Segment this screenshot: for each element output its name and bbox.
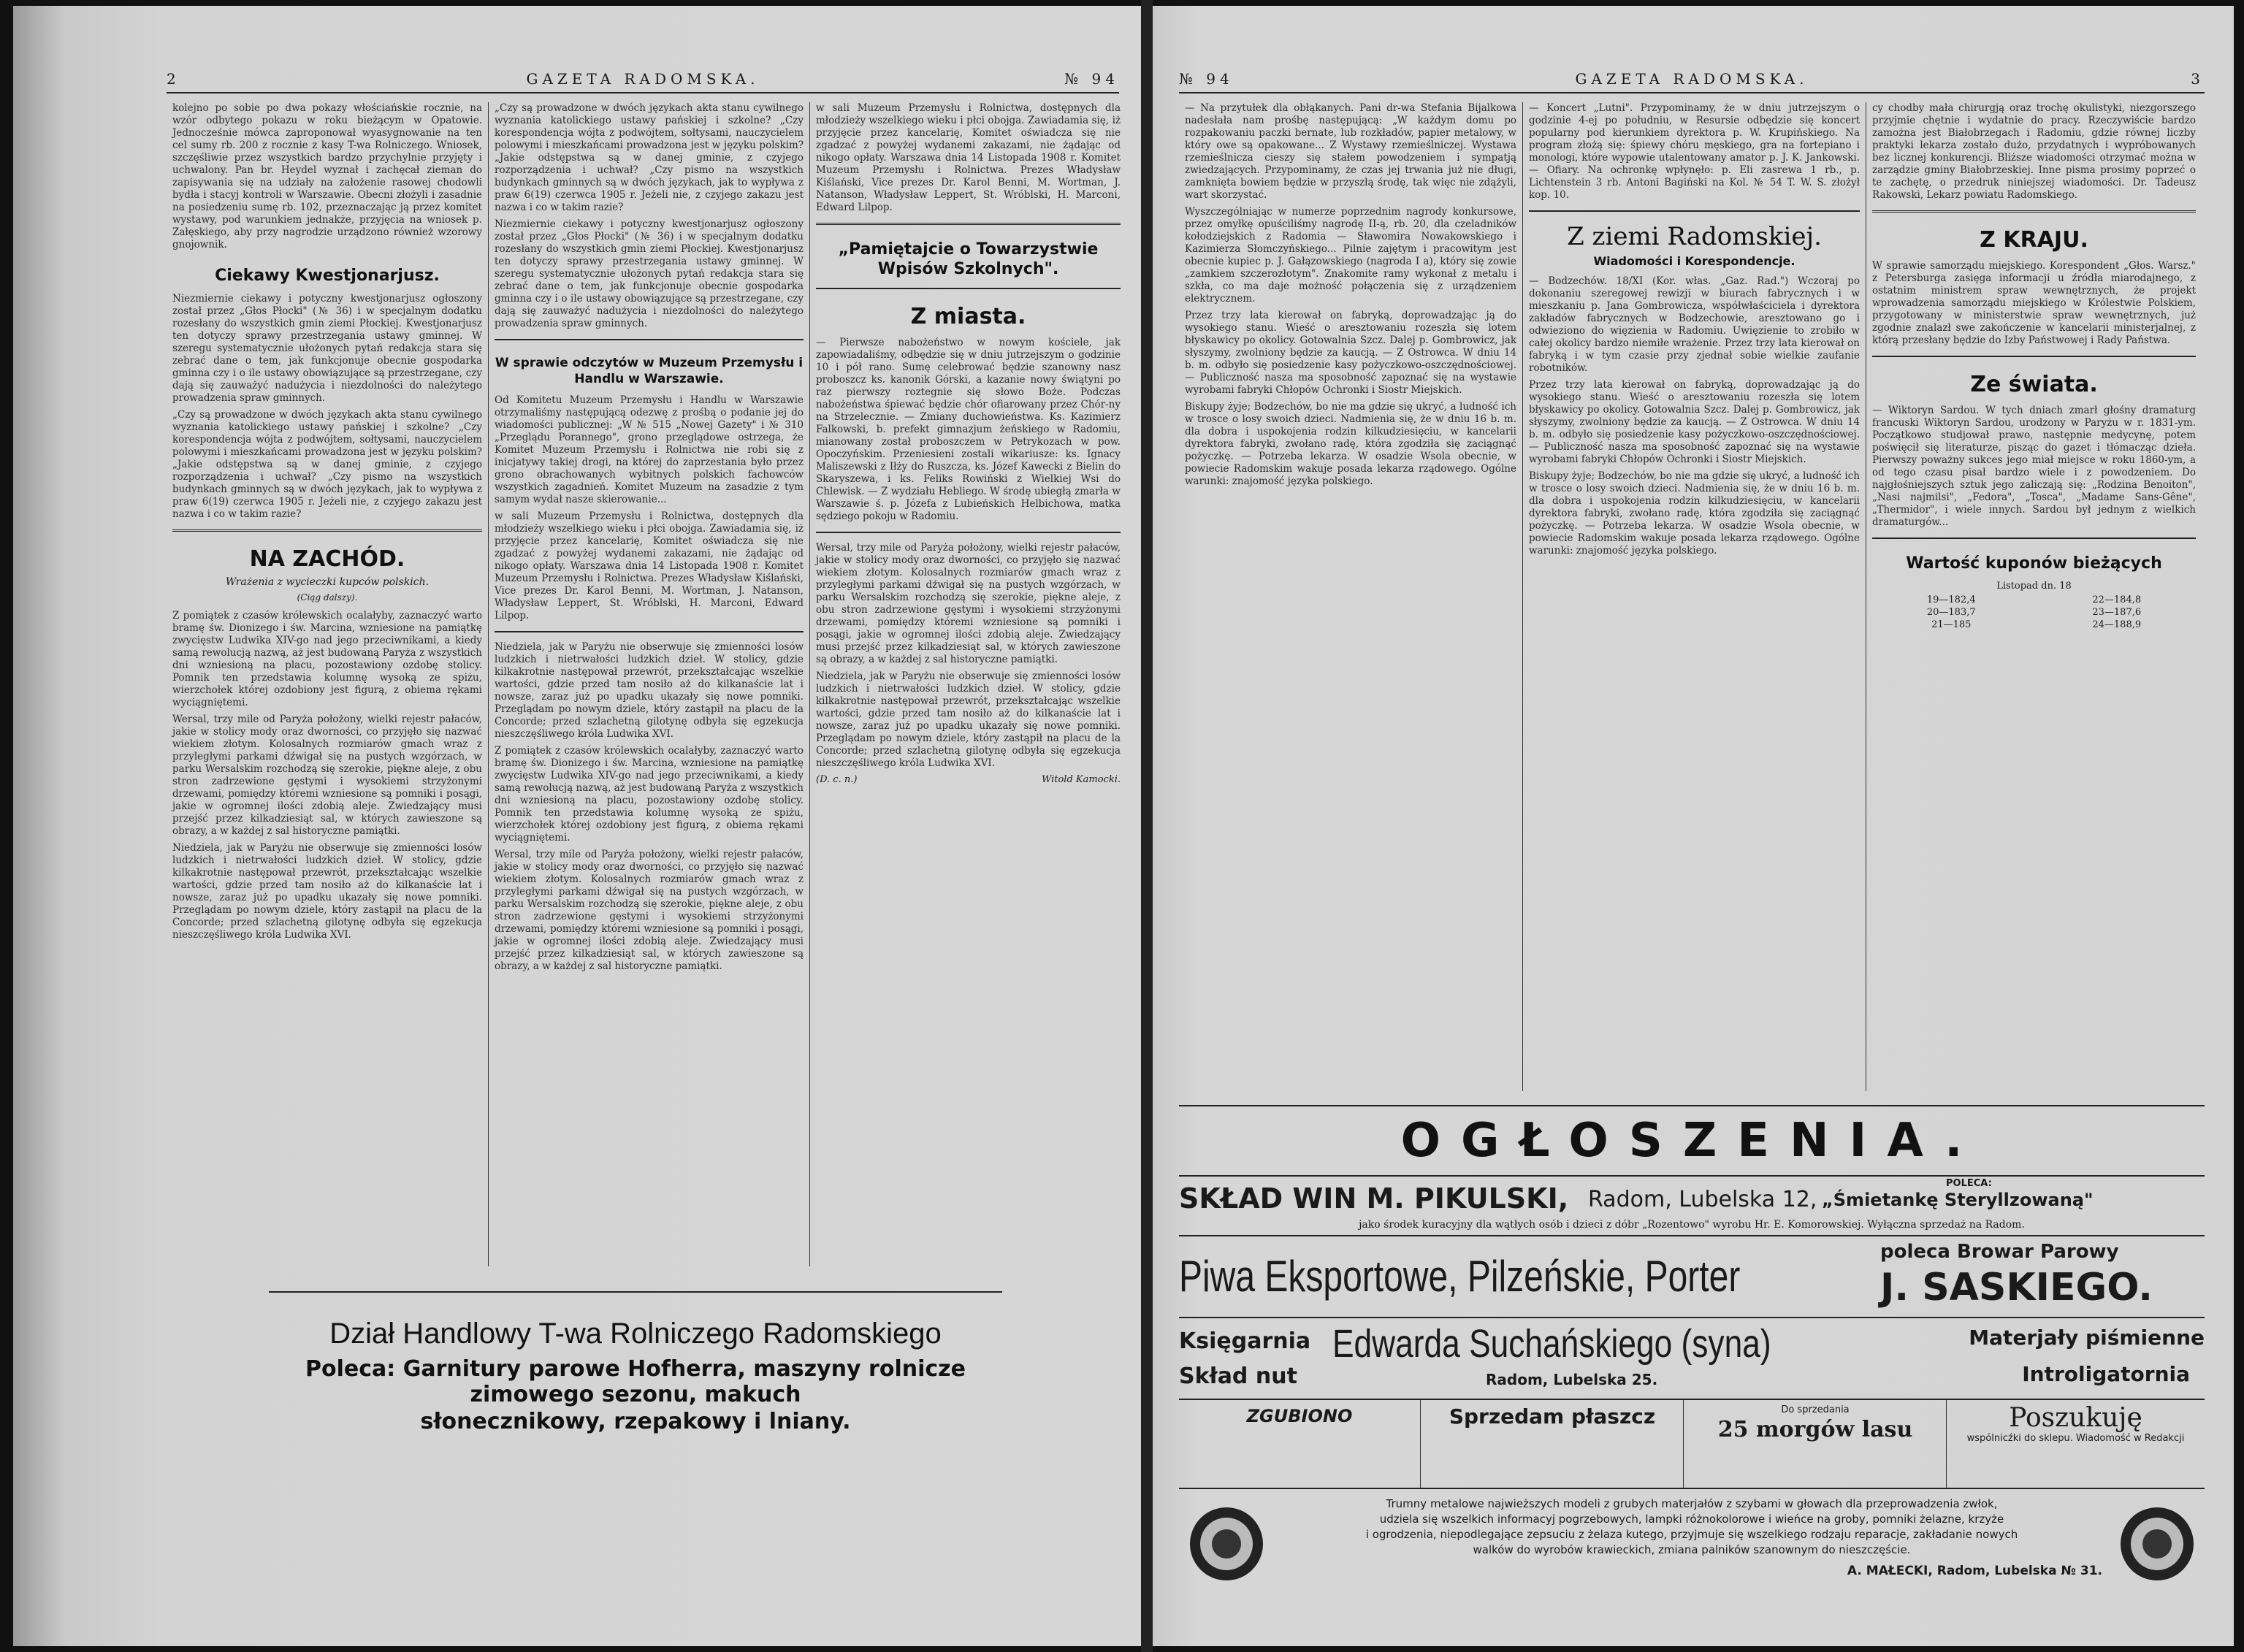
to-be-continued: (D. c. n.) (816, 774, 858, 785)
page-number: 2 (167, 70, 180, 88)
left-column-1 (167, 102, 488, 1266)
article-footer (816, 774, 1121, 785)
heading-na-zachod: NA ZACHÓD. (249, 546, 405, 572)
divider (816, 288, 1121, 289)
ad-small-row (1179, 1399, 2205, 1488)
malecki-line: walków do wyrobów krawieckich, zmiana palników szanownym do nieszczęście. (1473, 1543, 1911, 1556)
ad-title: Dział Handlowy T-wa Rolniczego Radomskiego (329, 1318, 942, 1350)
article-text: Wyszczególniając w numerze poprzednim nagrody konkursowe, przez omyłkę opuściliśmy nagrodę II-ą, rb. 20, dla czeladników kołodziejskich z Radomia — Sławomira Nowakowskiego i Kazimierza Słomczyńskiego... Pilnie zajętym i pracowitym jest obecnie kupiec p. J. Gałązowskiego (nagroda I a), który się zowie „zamkiem szczerozłotym". Znakomite ramy wykonał z metalu i szkła, co ma daje możność połączenia się z urządzeniem elektrycznem. (1185, 206, 1516, 305)
pikulski-slogan: „Śmietankę Steryllzowaną" (1822, 1190, 2094, 1210)
ads-section (1179, 1105, 2205, 1578)
heading-z-miasta: Z miasta. (910, 304, 1026, 329)
article-text: Biskupy żyje; Bodzechów, bo nie ma gdzie się ukryć, a ludność ich w trosce o losy swoich dzieci. Nadmienia się, że w dniu 16 b. m. dla dobra i uspokojenia rodzin kilkudziesięciu, w kancelarii dyrektora fabryki, zwołano radę, która zgodziła się zaciągnąć pożyczkę. — Potrzeba lekarza. W osadzie Wsola obecnie, w powiecie Radomskim wakuje posada lekarza rządowego. Ogólne warunki: znajomość języka polskiego. (1529, 470, 1860, 557)
ksiegarnia-label: Księgarnia (1179, 1328, 1311, 1354)
issue-number: № 94 (1064, 70, 1119, 88)
article-text: — Wiktoryn Sardou. W tych dniach zmarł głośny dramaturg francuski Wiktoryn Sardou, urodzony w Paryżu w r. 1831-ym. Początkowo studjował prawo, następnie medycynę, potem poświęcił się literaturze, pisząc do gazet i tłómacząc dzieła. Pierwszy poważny sukces jego miał miejsce w roku 1860-ym, a od tego czasu pisał bardzo wiele i z powodzeniem. Do najgłośniejszych sztuk jego zaliczają się: „Rodzina Benoiton", „Nasi najmilsi", „Fedora", „Tosca", „Madame Sans-Gêne", „Thermidor", i wiele innych. Sardou był jednym z wielkich dramaturgów... (1872, 405, 2196, 528)
materjaly-label: Materjały piśmienne (1969, 1326, 2205, 1350)
right-running-head (1179, 70, 2205, 93)
divider (495, 631, 804, 632)
kupony-cell: 19—182,4 (1926, 594, 1976, 605)
malecki-text (1281, 1496, 2102, 1579)
article-text: w sali Muzeum Przemysłu i Rolnictwa, dostępnych dla młodzieży wszelkiego wieku i płci obojga. Zawiadamia się, iż przyjęcie przez kancelarię, Komitet oświadcza się nie zgadzać z powyżej wydanemi zakazami, nie żądając od nikogo opłaty. Warszawa dnia 14 Listopada 1908 r. Komitet Muzeum Przemysłu i Rolnictwa. Prezes Władysław Kiślański, Vice prezes Dr. Karol Benni, M. Wortman, J. Natanson, Władysław Leppert, St. Wróblski, H. Marconi, Edward Lilpop. (495, 510, 804, 622)
ads-header: OGŁOSZENIA. (1400, 1114, 1983, 1168)
ad-zgubiono (1179, 1400, 1420, 1488)
malecki-line: i ogrodzenia, niepodlegające zepsuciu z żelaza kutego, przyjmuje się wszelkiego rodzaju reparacje, zakładanie nowych (1365, 1528, 2018, 1541)
pikulski-title: SKŁAD WIN M. PIKULSKI, (1179, 1182, 1569, 1215)
malecki-line: Trumny metalowe najwieższych modeli z grubych materjałów z szybami w głowach dla przeprowadzenia zwłok, (1386, 1497, 1998, 1510)
divider (495, 339, 804, 340)
pikulski-poleca: POLECA: (1946, 1178, 1992, 1189)
article-text: Z pomiątek z czasów królewskich ocalałyby, zaznaczyć warto bramę św. Dionizego i św. Marcina, wzniesione na pamiątkę zwycięstw Ludwika XIV-go nad jego przeciwnikami, a kiedy samą rewolucją nazwą, aż jest budowaną Paryża z wszystkich dni wzniesioną na placu, pozostawiony ozdobę stolicy. Pomnik ten przedstawia kolumnę wysoką ze spiżu, wierzchołek której ozdobiony jest figurą, z obiema rękami wyciągniętemi. (172, 610, 482, 708)
pikulski-address: Radom, Lubelska 12, (1588, 1187, 1817, 1212)
morgow-head: Do sprzedania (1781, 1404, 1850, 1415)
kupony-table (1872, 594, 2196, 630)
right-column-3 (1866, 102, 2202, 1091)
piwa-title: Piwa Eksportowe, Pilzeńskie, Porter (1179, 1252, 1741, 1301)
page-number: 3 (2191, 70, 2205, 88)
article-text: Przez trzy lata kierował on fabryką, doprowadzając ją do wysokiego stanu. Wieść o aresztowaniu rozeszła się lotem błyskawicy po okolicy. Gotowalnia Szcz. Dalej p. Gombrowicz, jak słyszymy, zwolniony będzie za kaucją. — Z Ostrowca. W dniu 14 b. m. odbyło się posiedzenie kasy pożyczkowo-oszczędnościowej. — Publiczność nasza ma sposobność zapoznać się na wystawie wyrobami fabryki Chłopów Ochronki i Siostr Miejskich. (1185, 310, 1516, 396)
browar-poleca: poleca Browar Parowy (1880, 1241, 2119, 1263)
ad-morgow (1683, 1400, 1947, 1488)
article-text: Od Komitetu Muzeum Przemysłu i Handlu w Warszawie otrzymaliśmy następującą odezwę z prośbą o podanie jej do wiadomości publicznej: „W № 515 „Nowej Gazety" i № 310 „Przeglądu Porannego", grono przeglądowe ostrzega, że Komitet Muzeum Przemysłu i Rolnictwa nie robi się z inicjatywy takiej drogi, na której do zaprzestania było przez grono obrachowanych wybitnych polskich fachowców wszystkich zagadnień. Komitet Muzeum na zasadzie z tym samym wydał nasze skierowanie... (495, 394, 804, 505)
left-page (13, 6, 1141, 1646)
article-text: Biskupy żyje; Bodzechów, bo nie ma gdzie się ukryć, a ludność ich w trosce o losy swoich dzieci. Nadmienia się, że w dniu 16 b. m. dla dobra i uspokojenia rodzin kilkudziesięciu, w kancelarii dyrektora fabryki, zwołano radę, która zgodziła się zaciągnąć pożyczkę. — Potrzeba lekarza. W osadzie Wsola obecnie, w powiecie Radomskim wakuje posada lekarza rządowego. Ogólne warunki: znajomość języka polskiego. (1185, 401, 1516, 487)
ad-plaszcz (1420, 1400, 1684, 1488)
issue-number: № 94 (1179, 70, 1234, 88)
ad-malecki (1179, 1488, 2205, 1613)
article-text: Niezmiernie ciekawy i potyczny kwestjonarjusz ogłoszony został przez „Głos Płocki" (№ 36) i w specjalnym dodatku rozesłany do wszystkich gmin ziemi Płockiej. Kwestjonarjusz ten dotyczy sprawy przestrzegania ustawy gminnej. W szeregu systematycznie ułożonych pytań redakcja stara się zebrać dane o tem, jak funkcjonuje obecnie gospodarka gminna czy i o ile ustawy obowiązujące są przestrzegane, czy dają się zauważyć nadużycia i niezdolności do należytego prowadzenia spraw gminnych. (495, 218, 804, 329)
article-text: kolejno po sobie po dwa pokazy włościańskie rocznie, na wzór odbytego pokazu w roku bieżącym w Opatowie. Jednocześnie mówca zaproponował wyasygnowanie na ten cel sumy rb. 200 z rocznie z kasy T-wa Rolniczego. Wniosek, szczęśliwie przez wszystkich bardzo przychylnie przyjęty i uchwalony. Pan br. Heydel wyznał i zachęcał zieman do zapisywania się na udziały na założenie rasowej chodowli bydła i stacyj kontroli w Warszawie. Obecni złożyli i zasadnie na posiedzeniu sumę rb. 102, przeznaczając ją przez komitet wystawy, pod warunkiem jednakże, przyjęcia na wniosek p. Załęskiego, aby przy nagrodzie urządzono również wzorowy gnojownik. (172, 102, 482, 251)
malecki-signature: A. MAŁECKI, Radom, Lubelska № 31. (1847, 1564, 2102, 1578)
morgow-title: 25 morgów lasu (1717, 1417, 1913, 1442)
kupony-cell: 21—185 (1931, 619, 1972, 630)
author-signature: Witold Kamocki. (1041, 774, 1121, 785)
subheading-na-zachod: Wrażenia z wycieczki kupców polskich. (225, 576, 430, 588)
divider (1872, 210, 2196, 213)
plaszcz-title: Sprzedam płaszcz (1449, 1404, 1656, 1429)
kupony-cell: 20—183,7 (1926, 607, 1976, 618)
article-text: — Pierwsze nabożeństwo w nowym kościele, jak zapowiadaliśmy, odbędzie się w dniu jutrzejszym o godzinie 10 i pół rano. Sumę celebrować będzie szanowny nasz proboszcz ks. kanonik Górski, a kazanie nowy świątyni po raz pierwszy roztegnie się słowo Boże. Podczas nabożeństwa śpiewać będzie chór ofiarowany przez Chór-ny na Strzelecznie. — Zmiany duchowieństwa. Ks. Kazimierz Falkowski, b. prefekt gimnazjum żeńskiego w Radomiu, mianowany został proboszczem w Petrykozach w pow. Opoczyńskim. Przeniesieni zostali wikariusze: ks. Ignacy Maliszewski z Iłży do Ruszcza, ks. Józef Kawecki z Bielin do Skaryszewa, i ks. Feliks Rowiński z Wielkiej Wsi do Chlewisk. — Z wydziału Hebliego. W środę ubiegłą zmarła w Warszawie ś. p. Józefa z Lubieńskich Helbichowa, matka sędziego pokoju w Radomiu. (816, 337, 1121, 522)
pikulski-line: jako środek kuracyjny dla wątłych osób i dzieci z dóbr „Rozentowo" wyrobu Hr. E. Komorowskiej. Wyłączna sprzedaż na Radom. (1359, 1219, 2025, 1231)
suchanski-title: Edwarda Suchańskiego (syna) (1332, 1322, 1771, 1366)
ad-tow-rolniczy (269, 1291, 1002, 1446)
continuation-note: (Ciąg dalszy). (297, 592, 358, 603)
heading-z-ziemi: Z ziemi Radomskiej. (1567, 222, 1822, 251)
heading-kwestjonarjusz: Ciekawy Kwestjonarjusz. (215, 267, 440, 285)
poszukuje-title: Poszukuję (2009, 1403, 2142, 1433)
heading-ze-swiata: Ze świata. (1970, 372, 2098, 397)
ad-poszukuje (1946, 1400, 2205, 1488)
article-text: Z pomiątek z czasów królewskich ocalałyby, zaznaczyć warto bramę św. Dionizego i św. Marcina, wzniesione na pamiątkę zwycięstw Ludwika XIV-go nad jego przeciwnikami, a kiedy samą rewolucją nazwą, aż jest budowaną Paryża z wszystkich dni wzniesioną na placu, pozostawiony ozdobę stolicy. Pomnik ten przedstawia kolumnę wysoką ze spiżu, wierzchołek której ozdobiony jest figurą, z obiema rękami wyciągniętemi. (495, 745, 804, 844)
left-columns (167, 102, 1119, 1266)
divider (1872, 538, 2196, 539)
ad-suchanski (1179, 1317, 2205, 1399)
subheading-z-ziemi: Wiadomości i Korespondencje. (1593, 254, 1795, 268)
suchanski-address: Radom, Lubelska 25. (1486, 1371, 1658, 1388)
right-columns (1179, 102, 2205, 1091)
article-text: cy chodby mała chirurgją oraz trochę okulistyki, niezgorszego przyjmie chętnie i wydatnie do pracy. Rzeczywiście bardzo zamożna jest Białobrzegach i Radomiu, gdzie równej liczby praktyki lekarza zostało dużo, przydatnych i wypróbowanych bez licznej konkurencji. Bliższe wiadomości otrzymać można w zarządzie gminy Białobrzeskiej. Inne pisma prosimy poprzeć o te zachętę, o przedruk niniejszej wiadomości. Dr. Tadeusz Rakowski, Lekarz powiatu Radomskiego. (1872, 102, 2196, 201)
article-text: Niezmiernie ciekawy i potyczny kwestjonarjusz ogłoszony został przez „Głos Płocki" (№ 36) i w specjalnym dodatku rozesłany do wszystkich gmin ziemi Płockiej. Kwestjonarjusz ten dotyczy sprawy przestrzegania ustawy gminnej. W szeregu systematycznie ułożonych pytań redakcja stara się zebrać dane o tem, jak funkcjonuje obecnie gospodarka gminna czy i o ile ustawy obowiązujące są przestrzegane, czy dają się zauważyć nadużycia i niezdolności do należytego prowadzenia spraw gminnych. (172, 293, 482, 404)
introligatornia-label: Introligatornia (2022, 1362, 2190, 1386)
kupony-cell: 22—184,8 (2092, 594, 2142, 605)
kupony-date: Listopad dn. 18 (1996, 581, 2072, 592)
left-column-2 (488, 102, 809, 1266)
kupony-cell: 24—188,9 (2092, 619, 2142, 630)
right-column-1 (1179, 102, 1522, 1091)
article-text: Wersal, trzy mile od Paryża położony, wielki rejestr pałaców, jakie w stolicy mody oraz dworności, co przyjęło się nazwać wiekiem złotym. Kolosalnych rozmiarów gmach wraz z przyległymi parkami dźwigał się na pustych wzgórzach, w parku Wersalskim rozchodzą się szerokie, piękne aleje, z obu stron zadrzewione gęstymi i wysokiemi strzyżonymi drzewami, pomiędzy któremi wzniesione są pomniki i posągi, jakie w ogromnej ilości zdobią aleje. Zwiedzający musi przejść przez kilkadziesiąt sal, w których zawieszone są obrazy, a w każdej z sal historyczne pamiątki. (172, 714, 482, 837)
sklad-nut-label: Skład nut (1179, 1364, 1297, 1389)
divider (172, 529, 482, 532)
article-text: Wersal, trzy mile od Paryża położony, wielki rejestr pałaców, jakie w stolicy mody oraz dworności, co przyjęło się nazwać wiekiem złotym. Kolosalnych rozmiarów gmach wraz z przyległymi parkami dźwigał się na pustych wzgórzach, w parku Wersalskim rozchodzą się szerokie, piękne aleje, z obu stron zadrzewione gęstymi i wysokiemi strzyżonymi drzewami, pomiędzy któremi wzniesione są pomniki i posągi, jakie w ogromnej ilości zdobią aleje. Zwiedzający musi przejść przez kilkadziesiąt sal, w których zawieszone są obrazy, a w każdej z sal historyczne pamiątki. (816, 542, 1121, 665)
heading-kupony: Wartość kuponów bieżących (1906, 554, 2162, 573)
article-text: Przez trzy lata kierował on fabryką, doprowadzając ją do wysokiego stanu. Wieść o aresztowaniu rozeszła się lotem błyskawicy po okolicy. Gotowalnia Szcz. Dalej p. Gombrowicz, jak słyszymy, zwolniony będzie za kaucją. — Z Ostrowca. W dniu 14 b. m. odbyło się posiedzenie kasy pożyczkowo-oszczędnościowej. — Publiczność nasza ma sposobność zapoznać się na wystawie wyrobami fabryki Chłopów Ochronki i Siostr Miejskich. (1529, 379, 1860, 465)
malecki-line: udziela się wszelkich informacyj pogrzebowych, lampki różnokolorowe i wieńce na groby, pomniki żelazne, krzyże (1379, 1513, 2004, 1526)
article-text: w sali Muzeum Przemysłu i Rolnictwa, dostępnych dla młodzieży wszelkiego wieku i płci obojga. Zawiadamia się, iż przyjęcie przez kancelarię, Komitet oświadcza się nie zgadzać z powyżej wydanemi zakazami, nie żądając od nikogo opłaty. Warszawa dnia 14 Listopada 1908 r. Komitet Muzeum Przemysłu i Rolnictwa. Prezes Władysław Kiślański, Vice prezes Dr. Karol Benni, M. Wortman, J. Natanson, Władysław Leppert, St. Wróblski, H. Marconi, Edward Lilpop. (816, 102, 1121, 213)
left-running-head (167, 70, 1119, 93)
ad-pikulski (1179, 1175, 2205, 1235)
zgubiono-title: ZGUBIONO (1246, 1406, 1353, 1426)
article-text: Niedziela, jak w Paryżu nie obserwuje się zmienności losów ludzkich i nietrwałości ludzkich dzieł. W stolicy, gdzie kilkakrotnie następował przewrót, przekształcając wszelkie wartości, gdzie przed tam nosiło aż do kilkanaście lat i nowsze, zaraz już po upadku ukazały się nowe pomniki. Przeglądam po nowym dziele, który zastąpił na placu de la Concorde; przed szlachetną gilotynę odbyła się egzekucja nieszczęśliwego króla Ludwika XVI. (816, 670, 1121, 769)
heading-z-kraju: Z KRAJU. (1980, 227, 2088, 253)
article-text: „Czy są prowadzone w dwóch językach akta stanu cywilnego wyznania katolickiego ustawy pańskiej i szkolne? „Czy korespondencja wójta z podwójtem, sołtysami, nauczycielem polowymi i mieszkańcami prowadzona jest w języku polskim? „Jakie odstępstwa są w danej gminie, z czyjego rozporządzenia i uchwał? „Czy pismo na wszystkich budynkach gminnych są w dwóch językach, jak to wypływa z praw 6(19) czerwca 1905 r. Jeżeli nie, z czyjego zakazu jest nazwa i co w takim razie? (172, 409, 482, 520)
right-page (1153, 6, 2234, 1646)
article-text: W sprawie samorządu miejskiego. Korespondent „Głos. Warsz." z Petersburga zasięga informacji u źródła miarodajnego, z ostatnim ministrem spraw wewnętrznych, że projekt wprowadzenia samorządu miejskiego w Królestwie Polskiem, przygotowany w ministerstwie spraw wewnętrznych, już zgodnie znalazł swe zakończenie w kancelarii ministerjalnej, z którą przesłany będzie do Izby Państwowej i Rady Państwa. (1872, 260, 2196, 346)
seal-icon (1186, 1504, 1267, 1584)
right-column-2 (1522, 102, 1866, 1091)
article-text: Wersal, trzy mile od Paryża położony, wielki rejestr pałaców, jakie w stolicy mody oraz dworności, co przyjęło się nazwać wiekiem złotym. Kolosalnych rozmiarów gmach wraz z przyległymi parkami dźwigał się na pustych wzgórzach, w parku Wersalskim rozchodzą się szerokie, piękne aleje, z obu stron zadrzewione gęstymi i wysokiemi strzyżonymi drzewami, pomiędzy któremi wzniesione są pomniki i posągi, jakie w ogromnej ilości zdobią aleje. Zwiedzający musi przejść przez kilkadziesiąt sal, w których zawieszone są obrazy, a w każdej z sal historyczne pamiątki. (495, 849, 804, 972)
ad-line: Poleca: Garnitury parowe Hofherra, maszyny rolnicze zimowego sezonu, makuch (305, 1356, 966, 1407)
heading-pamietajcie: „Pamiętajcie o Towarzystwie Wpisów Szkolnych". (838, 240, 1099, 278)
masthead-title: GAZETA RADOMSKA. (526, 70, 760, 88)
article-text: Niedziela, jak w Paryżu nie obserwuje się zmienności losów ludzkich i nietrwałości ludzkich dzieł. W stolicy, gdzie kilkakrotnie następował przewrót, przekształcając wszelkie wartości, gdzie przed tam nosiło aż do kilkanaście lat i nowsze, zaraz już po upadku ukazały się nowe pomniki. Przeglądam po nowym dziele, który zastąpił na placu de la Concorde; przed szlachetną gilotynę odbyła się egzekucja nieszczęśliwego króla Ludwika XVI. (172, 842, 482, 941)
divider (816, 532, 1121, 533)
divider (1872, 356, 2196, 357)
ad-line: słonecznikowy, rzepakowy i lniany. (420, 1409, 851, 1434)
seal-icon (2117, 1504, 2197, 1584)
poszukuje-sub: wspólnicźki do sklepu. Wiadomość w Redakcji (1966, 1433, 2185, 1444)
browar-name: J. SASKIEGO. (1880, 1266, 2153, 1309)
article-text: „Czy są prowadzone w dwóch językach akta stanu cywilnego wyznania katolickiego ustawy pańskiej i szkolne? „Czy korespondencja wójta z podwójtem, sołtysami, nauczycielem polowymi i mieszkańcami prowadzona jest w języku polskim? „Jakie odstępstwa są w danej gminie, z czyjego rozporządzenia i uchwał? „Czy pismo na wszystkich budynkach gminnych są w dwóch językach, jak to wypływa z praw 6(19) czerwca 1905 r. Jeżeli nie, z czyjego zakazu jest nazwa i co w takim razie? (495, 102, 804, 213)
ad-saski (1179, 1235, 2205, 1317)
article-text: — Na przytułek dla obłąkanych. Pani dr-wa Stefania Bijalkowa nadesłała nam prośbę następującą: „W każdym domu po rozpakowaniu paczki bernate, lub rozkładów, papier metalowy, w który owe są opakowane... Z Wystawy rzemieślniczej. Wystawa rzemieślnicza cieszy się stałem powodzeniem i sympatją zwiedzających. Przypominamy, że czas jej trwania już nie długi, zamknięta bowiem będzie w przyszłą środę, tak więc nie zdążyli, wart skorzystać. (1185, 102, 1516, 201)
article-text: — Koncert „Lutni". Przypominamy, że w dniu jutrzejszym o godzinie 4-ej po południu, w Resursie odbędzie się koncert popularny pod kierunkiem dyrektora p. W. Krupińskiego. Na program złożą się: śpiewy chóru męskiego, gra na fortepiano i monologi, które wypowie utalentowany amator p. J. K. Jankowski. — Ofiary. Na ochronkę wpłynęło: p. Eli zasrewa 1 rb., p. Lichtenstein 3 rb. Antoni Bagiński na Kol. № 54 T. W. S. złożył kop. 10. (1529, 102, 1860, 201)
divider (816, 223, 1121, 225)
divider (1529, 210, 1860, 212)
heading-odczyty: W sprawie odczytów w Muzeum Przemysłu i Handlu w Warszawie. (495, 356, 804, 386)
book-spine (1141, 0, 1153, 1652)
masthead-title: GAZETA RADOMSKA. (1575, 70, 1809, 88)
article-text: Niedziela, jak w Paryżu nie obserwuje się zmienności losów ludzkich i nietrwałości ludzkich dzieł. W stolicy, gdzie kilkakrotnie następował przewrót, przekształcając wszelkie wartości, gdzie przed tam nosiło aż do kilkanaście lat i nowsze, zaraz już po upadku ukazały się nowe pomniki. Przeglądam po nowym dziele, który zastąpił na placu de la Concorde; przed szlachetną gilotynę odbyła się egzekucja nieszczęśliwego króla Ludwika XVI. (495, 641, 804, 740)
left-column-3 (809, 102, 1126, 1266)
article-text: — Bodzechów. 18/XI (Kor. włas. „Gaz. Rad.") Wczoraj po dokonaniu szeregowej rewizji w biurach fabrycznych i w mieszkaniu p. Jana Gombrowicza, współwłaściciela i dyrektora zakładów fabrycznych w Bodzechowie, aresztowano go i odwieziono do więzienia w Radomiu. Uwięzienie to zrobiło w całej okolicy bardzo niemiłe wrażenie. Przez trzy lata kierował on fabryką i w tym czasie przy zjednał sobie wielkie zaufanie robotników. (1529, 275, 1860, 374)
kupony-cell: 23—187,6 (2092, 607, 2142, 618)
